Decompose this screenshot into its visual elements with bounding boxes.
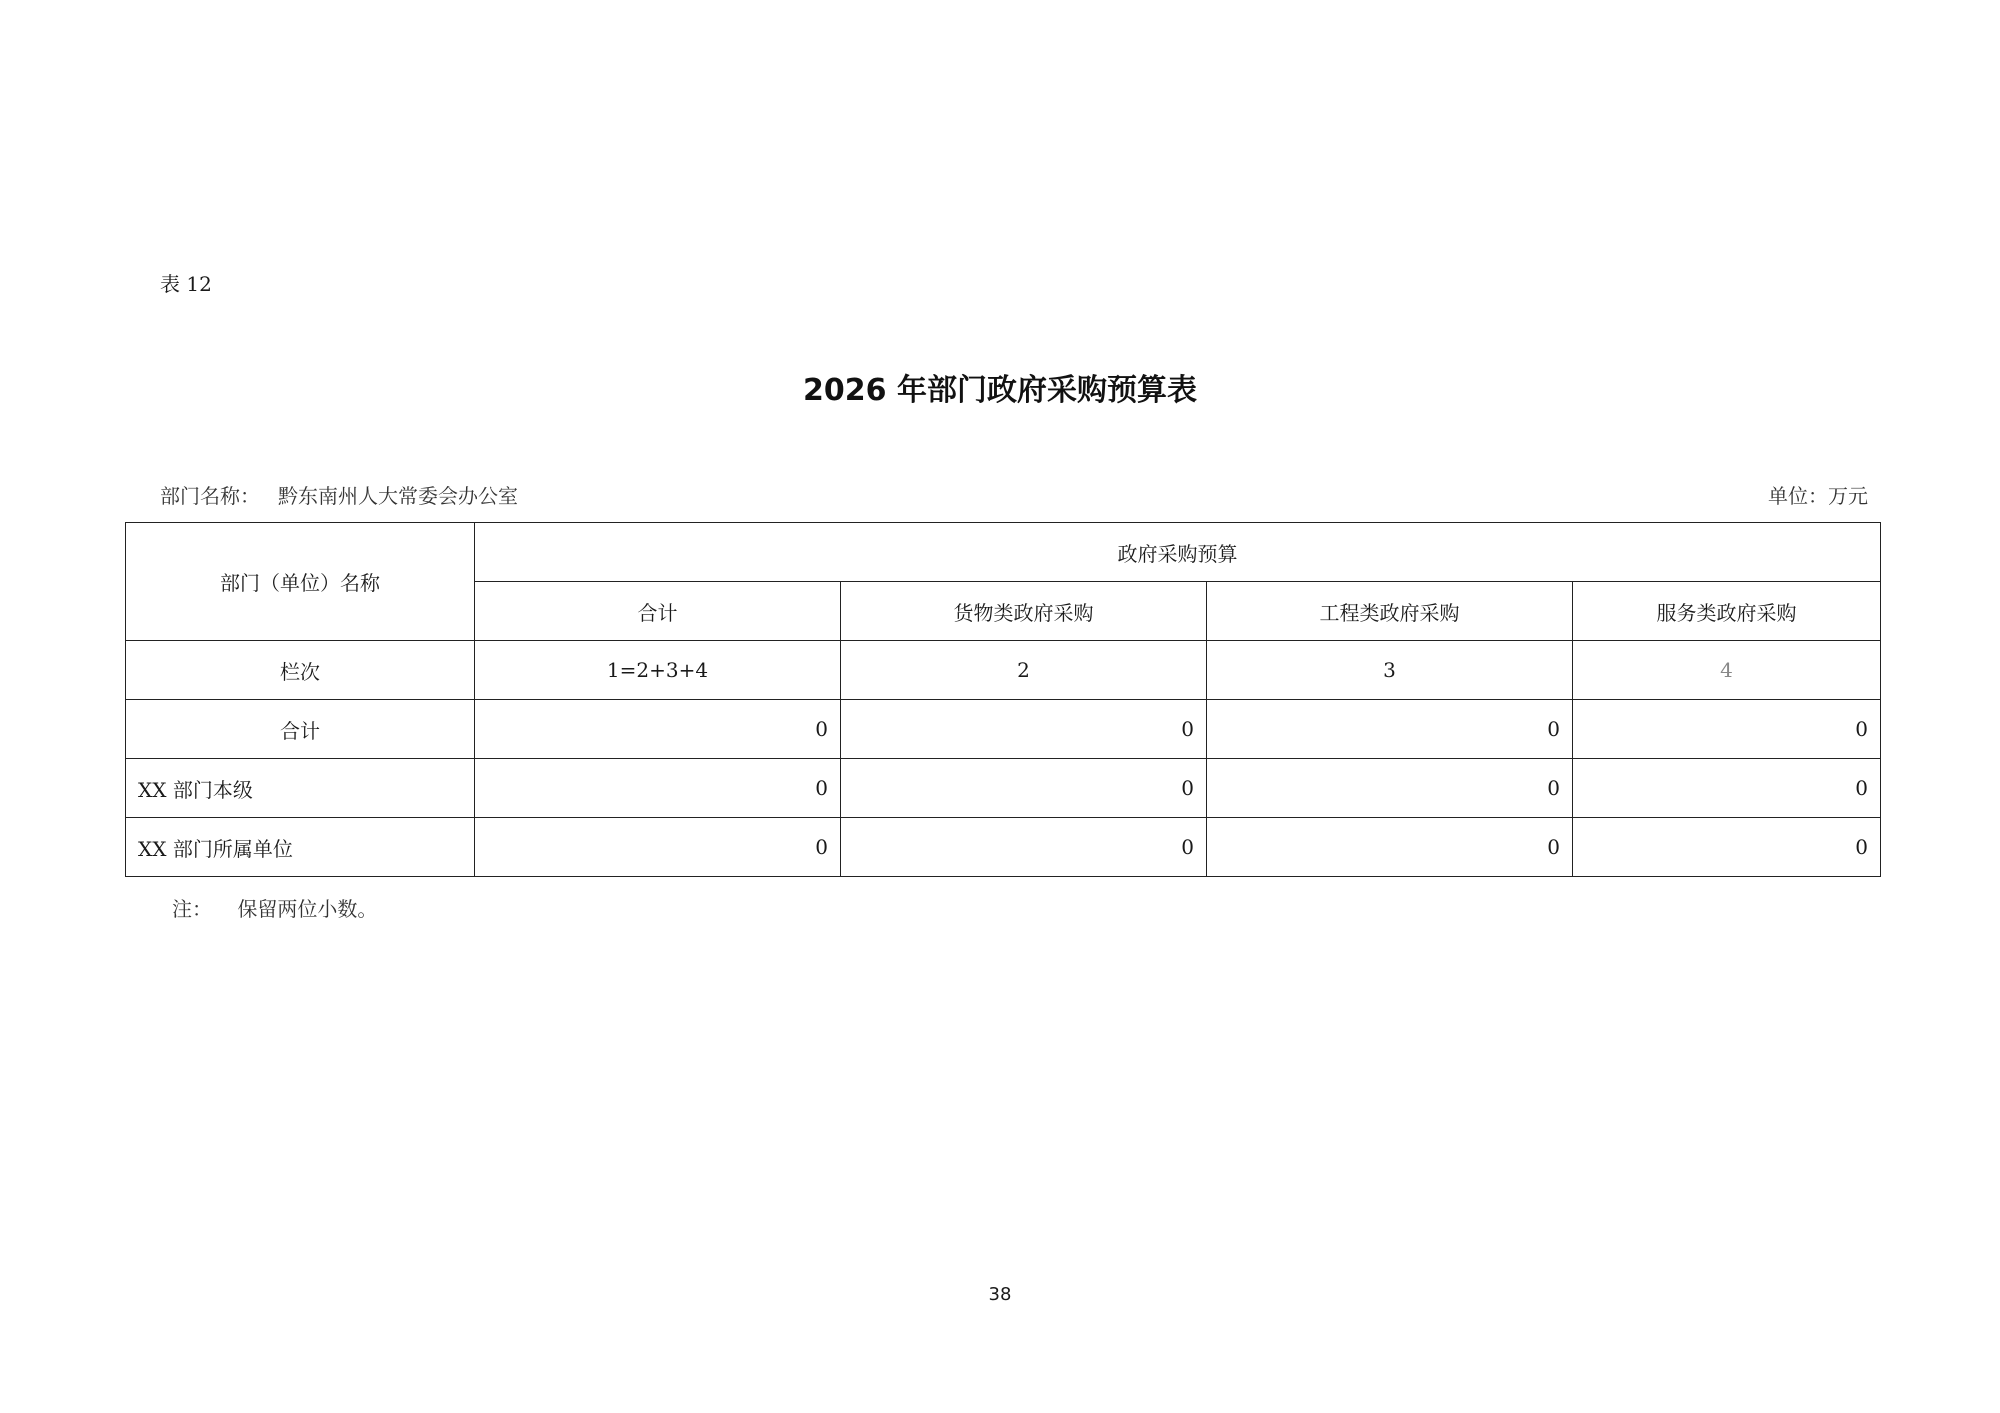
table-row (126, 700, 1881, 759)
department-value: 黔东南州人大常委会办公室 (278, 484, 518, 508)
value-cell: 0 (1207, 818, 1573, 877)
value-cell: 0 (1573, 700, 1881, 759)
table-row (126, 759, 1881, 818)
table-number: 表 12 (160, 272, 212, 296)
name-column-header: 部门（单位）名称 (126, 523, 475, 641)
value-cell: 0 (1573, 759, 1881, 818)
page-title: 2026 年部门政府采购预算表 (803, 373, 1197, 408)
unit-label: 单位：万元 (1768, 484, 1868, 508)
header-row-group (126, 523, 1881, 582)
value-cell: 0 (1207, 700, 1573, 759)
index-row-label: 栏次 (126, 641, 475, 700)
page-number: 38 (988, 1284, 1012, 1305)
group-header: 政府采购预算 (475, 523, 1881, 582)
index-cell: 3 (1207, 641, 1573, 700)
value-cell: 0 (841, 759, 1207, 818)
row-name: 合计 (126, 700, 475, 759)
column-header-goods: 货物类政府采购 (841, 582, 1207, 641)
value-cell: 0 (475, 818, 841, 877)
department-label: 部门名称： (160, 484, 260, 508)
row-name: XX 部门所属单位 (126, 818, 475, 877)
index-cell: 4 (1573, 641, 1881, 700)
value-cell: 0 (475, 759, 841, 818)
index-cell: 1=2+3+4 (475, 641, 841, 700)
index-row (126, 641, 1881, 700)
value-cell: 0 (841, 818, 1207, 877)
column-header-engineering: 工程类政府采购 (1207, 582, 1573, 641)
meta-line (160, 480, 1868, 510)
table-row (126, 818, 1881, 877)
column-header-total: 合计 (475, 582, 841, 641)
value-cell: 0 (841, 700, 1207, 759)
row-name: XX 部门本级 (126, 759, 475, 818)
procurement-budget-table (125, 522, 1881, 877)
value-cell: 0 (475, 700, 841, 759)
index-cell: 2 (841, 641, 1207, 700)
value-cell: 0 (1207, 759, 1573, 818)
value-cell: 0 (1573, 818, 1881, 877)
footnote: 注： 保留两位小数。 (172, 897, 378, 921)
column-header-services: 服务类政府采购 (1573, 582, 1881, 641)
